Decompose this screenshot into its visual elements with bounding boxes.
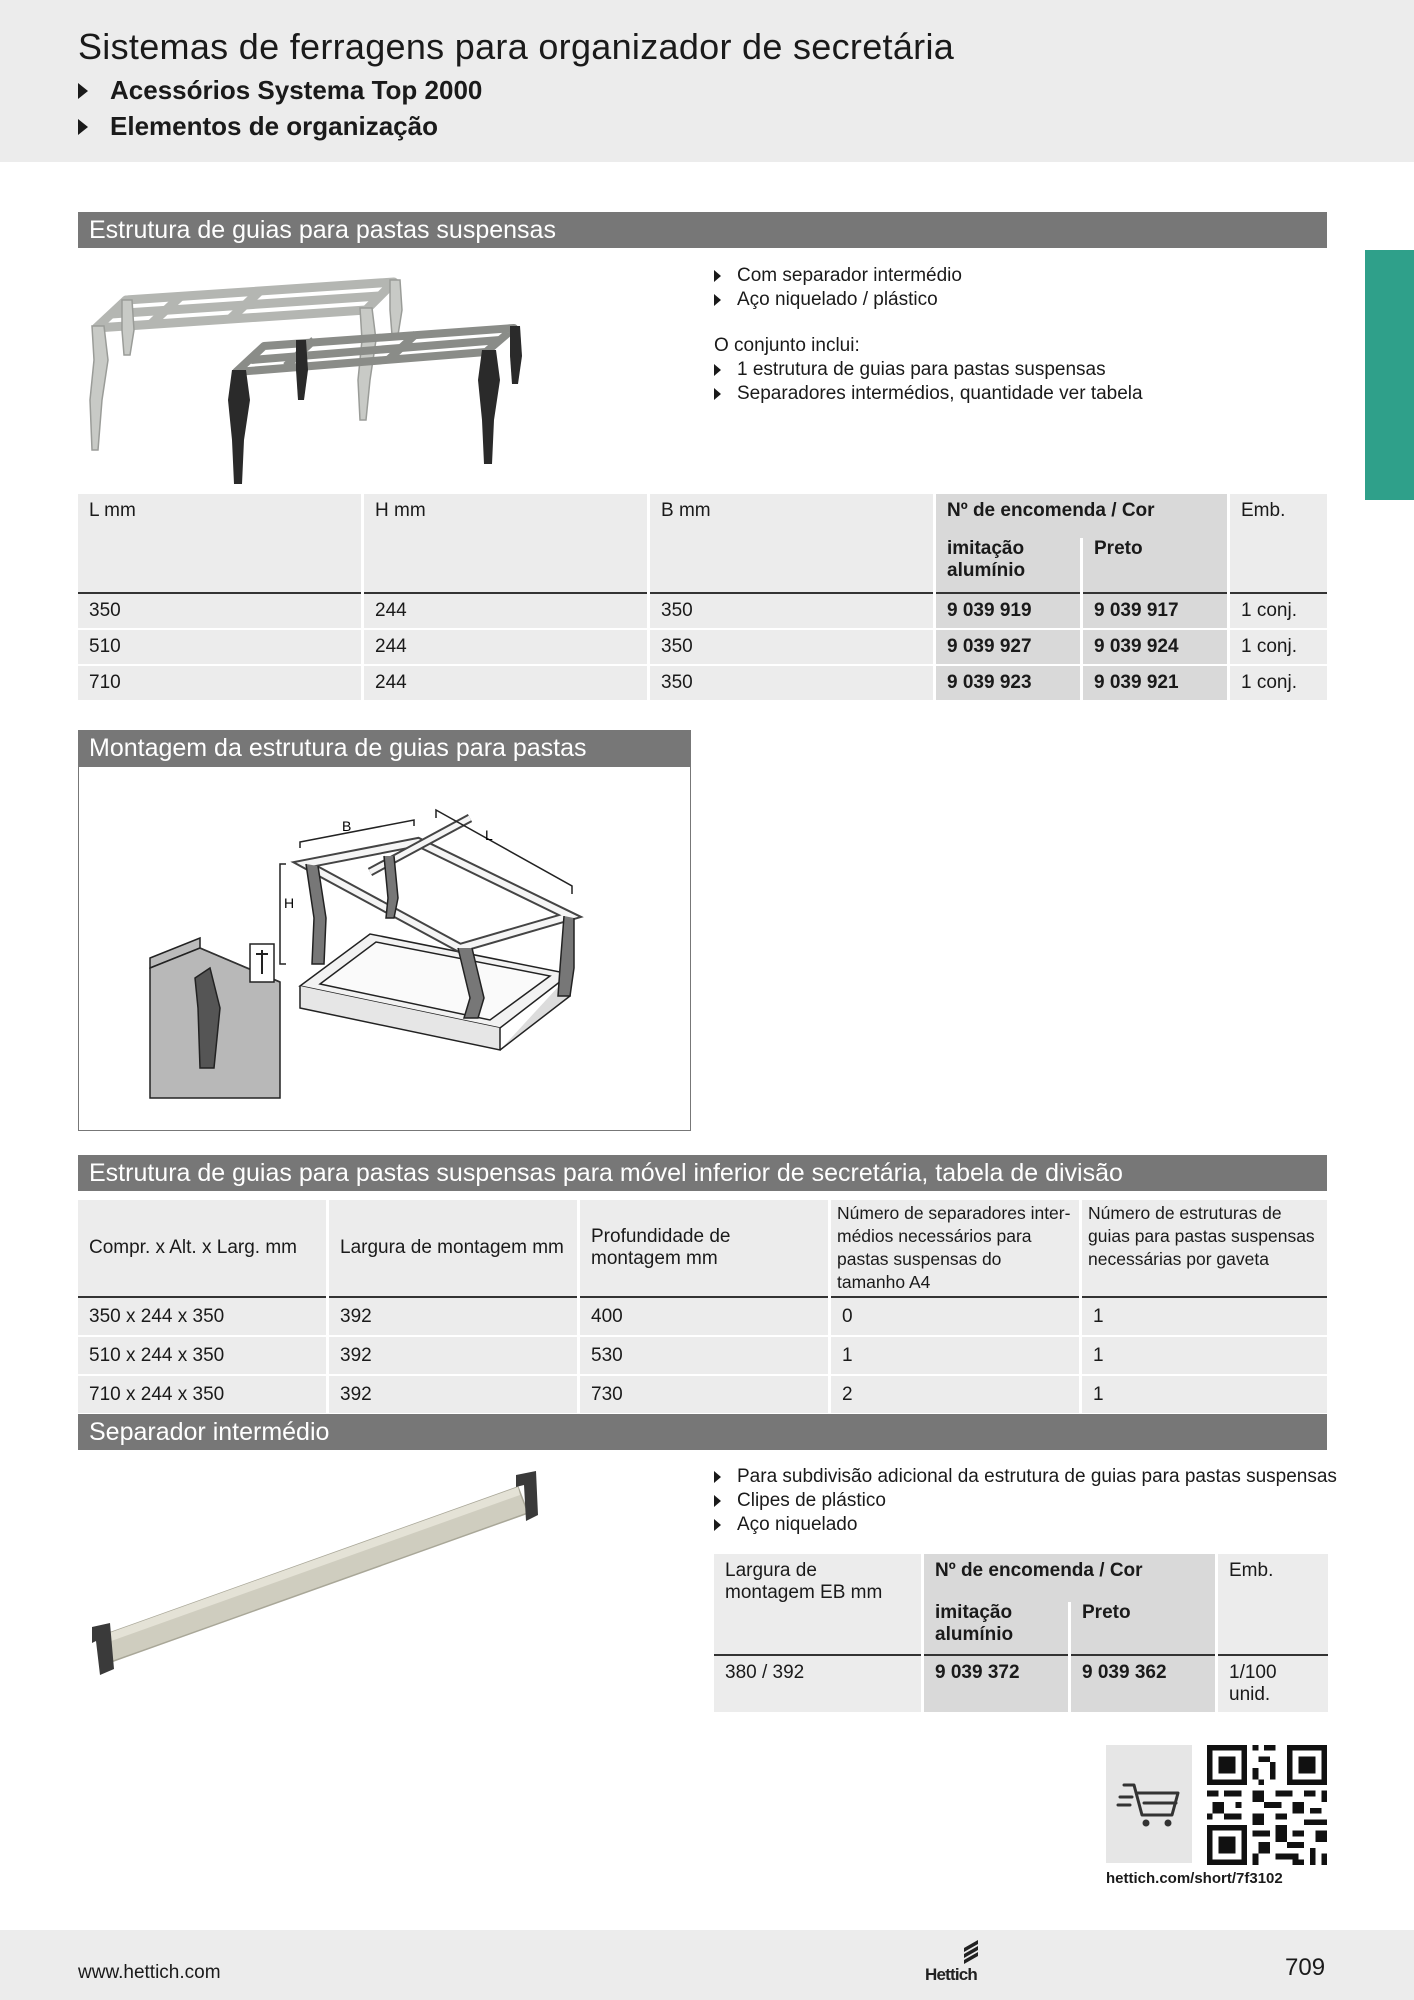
triangle-bullet-icon xyxy=(714,270,721,282)
subtitle-1: Acessórios Systema Top 2000 xyxy=(78,75,482,106)
separator-order-table xyxy=(711,1554,1331,1712)
order-number-black[interactable]: 9 039 362 xyxy=(1071,1654,1215,1712)
frame-order-table xyxy=(75,494,1330,700)
cell: 710 x 244 x 350 xyxy=(78,1374,326,1413)
hettich-logo-icon xyxy=(924,1938,996,1984)
svg-text:Hettich: Hettich xyxy=(925,1965,978,1984)
cell: 350 x 244 x 350 xyxy=(78,1296,326,1335)
cell: 510 x 244 x 350 xyxy=(78,1335,326,1374)
brand-logo xyxy=(924,1938,996,1984)
cell-h: 244 xyxy=(364,592,647,628)
cell-b: 350 xyxy=(650,592,933,628)
shopping-cart-icon xyxy=(1106,1745,1192,1863)
shop-cart-button[interactable] xyxy=(1106,1745,1192,1863)
order-number-black[interactable]: 9 039 924 xyxy=(1083,628,1227,664)
triangle-bullet-icon xyxy=(78,119,88,135)
col-header-frames: Número de estruturas de guias para pastas suspensas necessárias por gaveta xyxy=(1082,1200,1327,1296)
cell: 392 xyxy=(329,1374,577,1413)
col-header-h: H mm xyxy=(364,494,647,592)
chapter-tab xyxy=(1365,250,1414,500)
feature-item: Aço niquelado xyxy=(714,1513,1337,1537)
col-header-emb: Emb. xyxy=(1218,1554,1328,1654)
table-row xyxy=(78,664,1327,700)
cell: 2 xyxy=(831,1374,1079,1413)
cell-l: 710 xyxy=(78,664,361,700)
feature-item: Aço niquelado / plástico xyxy=(714,288,962,312)
table-row xyxy=(78,592,1327,628)
feature-list xyxy=(714,264,962,312)
triangle-bullet-icon xyxy=(714,1519,721,1531)
cell: 392 xyxy=(329,1296,577,1335)
triangle-bullet-icon xyxy=(714,388,721,400)
cell: 0 xyxy=(831,1296,1079,1335)
triangle-bullet-icon xyxy=(78,83,88,99)
assembly-diagram xyxy=(80,768,690,1130)
triangle-bullet-icon xyxy=(714,1471,721,1483)
col-header-order: Nº de encomenda / Cor xyxy=(936,494,1227,538)
includes-list xyxy=(714,358,1143,406)
col-header-black: Preto xyxy=(1071,1602,1215,1654)
col-header-l: L mm xyxy=(78,494,361,592)
col-header-mount-depth: Profundidade de montagem mm xyxy=(580,1200,828,1296)
col-header-separators: Número de separadores inter-médios necessários para pastas suspensas do tamanho A4 xyxy=(831,1200,1079,1296)
black-frame xyxy=(236,328,514,372)
dimension-label-b: B xyxy=(342,818,352,834)
feature-item: Para subdivisão adicional da estrutura de guias para pastas suspensas xyxy=(714,1465,1337,1489)
page-title: Sistemas de ferragens para organizador de secretária xyxy=(78,26,955,67)
order-number-alu[interactable]: 9 039 927 xyxy=(936,628,1080,664)
cell-emb: 1 conj. xyxy=(1230,592,1327,628)
order-number-black[interactable]: 9 039 921 xyxy=(1083,664,1227,700)
cell: 1 xyxy=(1082,1374,1327,1413)
section-bar-division-table: Estrutura de guias para pastas suspensas para móvel inferior de secretária, tabela de divisão xyxy=(78,1155,1327,1191)
footer-url[interactable]: www.hettich.com xyxy=(78,1962,221,1983)
cell-emb: 1 conj. xyxy=(1230,664,1327,700)
cell-l: 510 xyxy=(78,628,361,664)
feature-item: Com separador intermédio xyxy=(714,264,962,288)
cell: 1 xyxy=(1082,1296,1327,1335)
dimension-label-l: L xyxy=(485,827,493,843)
order-number-alu[interactable]: 9 039 372 xyxy=(924,1654,1068,1712)
cell: 730 xyxy=(580,1374,828,1413)
cell-b: 350 xyxy=(650,664,933,700)
col-header-dimensions: Compr. x Alt. x Larg. mm xyxy=(78,1200,326,1296)
table-row xyxy=(78,1296,1327,1335)
col-header-alu: imitação alumínio xyxy=(924,1602,1068,1654)
triangle-bullet-icon xyxy=(714,1495,721,1507)
page-number: 709 xyxy=(1285,1954,1326,1981)
includes-item: 1 estrutura de guias para pastas suspensas xyxy=(714,358,1143,382)
dimension-label-h: H xyxy=(284,895,295,911)
col-header-emb: Emb. xyxy=(1230,494,1327,592)
order-number-alu[interactable]: 9 039 919 xyxy=(936,592,1080,628)
cell-emb: 1 conj. xyxy=(1230,628,1327,664)
col-header-b: B mm xyxy=(650,494,933,592)
division-table xyxy=(75,1200,1330,1413)
table-row xyxy=(78,1374,1327,1413)
cell-h: 244 xyxy=(364,628,647,664)
triangle-bullet-icon xyxy=(714,364,721,376)
cell: 530 xyxy=(580,1335,828,1374)
cell: 1 xyxy=(831,1335,1079,1374)
section-bar-assembly: Montagem da estrutura de guias para pastas xyxy=(78,730,691,766)
col-header-order: Nº de encomenda / Cor xyxy=(924,1554,1215,1602)
table-row xyxy=(714,1654,1328,1712)
separator-feature-list xyxy=(714,1465,1337,1537)
cell: 1 xyxy=(1082,1335,1327,1374)
includes-item: Separadores intermédios, quantidade ver tabela xyxy=(714,382,1143,406)
cell-emb: 1/100 unid. xyxy=(1218,1654,1328,1712)
cell-b: 350 xyxy=(650,628,933,664)
col-header-black: Preto xyxy=(1083,538,1227,592)
section-bar-separator: Separador intermédio xyxy=(78,1414,1327,1450)
cell-width: 380 / 392 xyxy=(714,1654,921,1712)
feature-item: Clipes de plástico xyxy=(714,1489,1337,1513)
col-header-mount-width: Largura de montagem EB mm xyxy=(714,1554,921,1654)
triangle-bullet-icon xyxy=(714,294,721,306)
subtitle-2: Elementos de organização xyxy=(78,111,438,142)
cell: 400 xyxy=(580,1296,828,1335)
section-bar-frame: Estrutura de guias para pastas suspensas xyxy=(78,212,1327,248)
includes-label: O conjunto inclui: xyxy=(714,335,860,356)
frame-product-image xyxy=(86,260,596,490)
col-header-mount-width: Largura de montagem mm xyxy=(329,1200,577,1296)
cell-l: 350 xyxy=(78,592,361,628)
col-header-alu: imitação alumínio xyxy=(936,538,1080,592)
qr-code[interactable] xyxy=(1207,1745,1327,1865)
order-number-alu[interactable]: 9 039 923 xyxy=(936,664,1080,700)
silver-frame xyxy=(96,282,394,328)
short-link[interactable]: hettich.com/short/7f3102 xyxy=(1106,1870,1283,1887)
cell-h: 244 xyxy=(364,664,647,700)
order-number-black[interactable]: 9 039 917 xyxy=(1083,592,1227,628)
separator-product-image xyxy=(86,1465,586,1685)
table-row xyxy=(78,628,1327,664)
cell: 392 xyxy=(329,1335,577,1374)
table-row xyxy=(78,1335,1327,1374)
